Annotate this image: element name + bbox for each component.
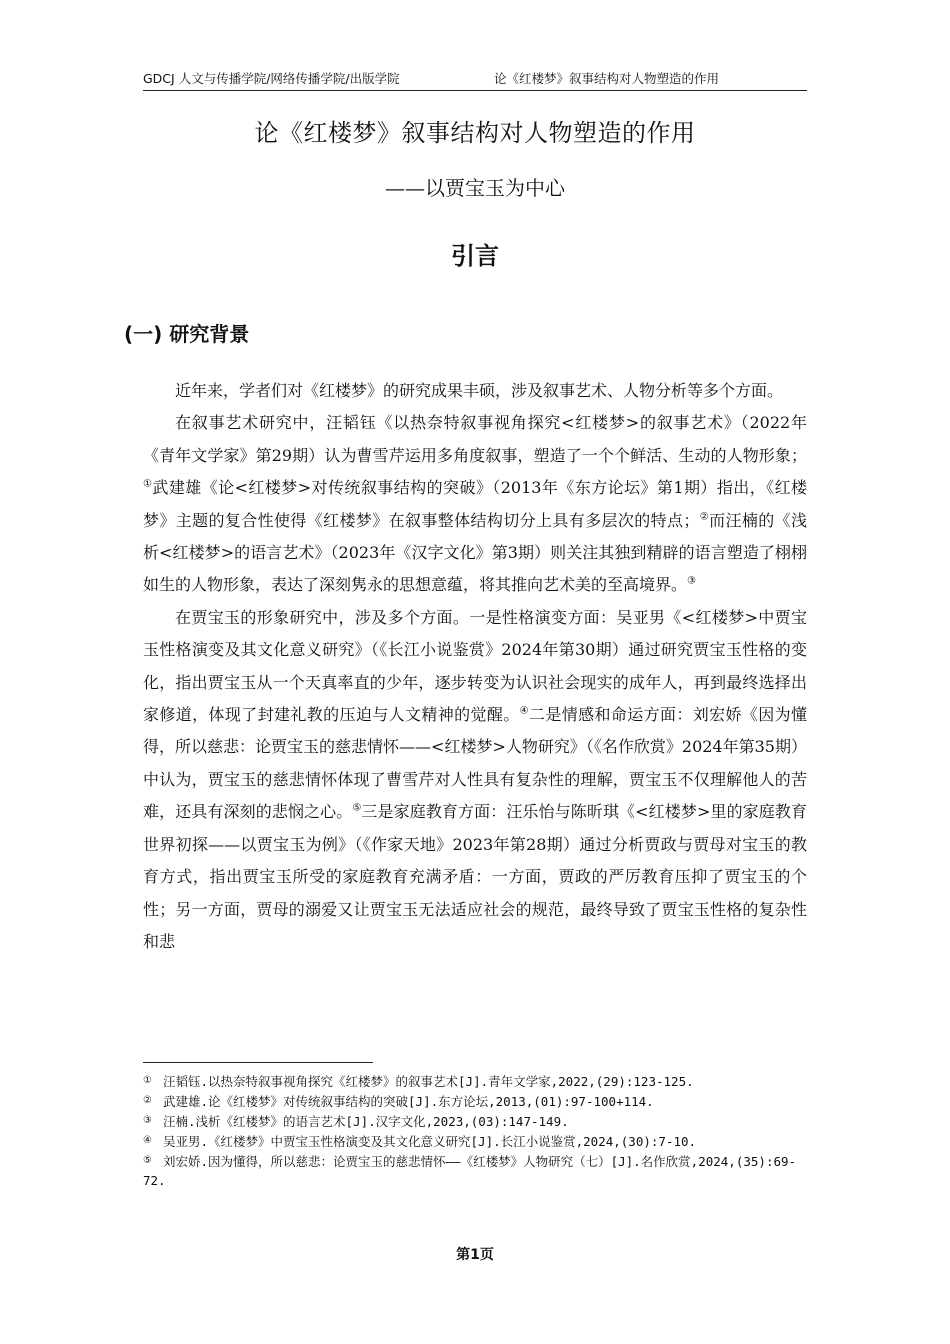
paragraph-text: 而汪楠的《浅析<红楼梦>的语言艺术》（2023年《汉字文化》第3期）则关注其独到精辟的语言塑造了栩栩如生的人物形象，表达了深刻隽永的思想意蕴，将其推向艺术美的至高境界。 (143, 510, 807, 595)
footnote-text: 吴亚男.《红楼梦》中贾宝玉性格演变及其文化意义研究[J].长江小说鉴赏,2024,(30):7-10. (163, 1134, 697, 1149)
body-text (143, 375, 807, 958)
footnote-ref: ④ (519, 705, 529, 717)
footnote-ref: ① (143, 478, 153, 490)
footnote-ref: ② (699, 511, 710, 523)
footnote-ref: ⑤ (352, 802, 362, 814)
footnote-mark: ④ (143, 1135, 152, 1146)
footnote-text: 汪韬钰.以热奈特叙事视角探究《红楼梦》的叙事艺术[J].青年文学家,2022,(29):123-125. (163, 1074, 694, 1089)
footnote (143, 1071, 807, 1091)
paper-title: 论《红楼梦》叙事结构对人物塑造的作用 (254, 119, 696, 147)
footnote (143, 1091, 807, 1111)
footnote-ref: ③ (687, 576, 696, 588)
footnote-mark: ③ (143, 1115, 152, 1126)
footnote (143, 1111, 807, 1131)
section-heading-introduction: 引言 (451, 242, 499, 270)
header-institution: GDCJ 人文与传播学院/网络传播学院/出版学院 (143, 71, 400, 86)
paper-subtitle: ——以贾宝玉为中心 (385, 176, 565, 200)
footnote-mark: ② (143, 1095, 152, 1106)
footnote (143, 1151, 807, 1190)
footnotes (143, 1071, 807, 1190)
footnote-mark: ① (143, 1075, 152, 1086)
running-header (143, 70, 807, 91)
paragraph-text: 在贾宝玉的形象研究中，涉及多个方面。一是性格演变方面：吴亚男《<红楼梦>中贾宝玉性格演变及其文化意义研究》（《长江小说鉴赏》2024年第30期）通过研究贾宝玉性格的变化，指出贾宝玉从一个天真率直的少年，逐步转变为认识社会现实的成年人，再到最终选择出家修道，体现了封建礼教的压迫与人文精神的觉醒。 (143, 607, 807, 725)
paragraph-text: 二是情感和命运方面：刘宏娇《因为懂得，所以慈悲：论贾宝玉的慈悲情怀——<红楼梦>人物研究》（《名作欣赏》2024年第35期）中认为，贾宝玉的慈悲情怀体现了曹雪芹对人性具有复杂性的理解，贾宝玉不仅理解他人的苦难，还具有深刻的悲悯之心。 (143, 705, 807, 822)
footnote (143, 1131, 807, 1151)
paragraph-text: 在叙事艺术研究中，汪韬钰《以热奈特叙事视角探究<红楼梦>的叙事艺术》（2022年《青年文学家》第29期）认为曹雪芹运用多角度叙事，塑造了一个个鲜活、生动的人物形象； (143, 413, 807, 465)
paragraph (143, 602, 807, 958)
subsection-heading-research-background: (一) 研究背景 (124, 322, 250, 346)
paragraph (143, 375, 807, 407)
footnote-mark: ⑤ (143, 1155, 152, 1166)
footnote-text: 刘宏娇.因为懂得，所以慈悲：论贾宝玉的慈悲情怀——《红楼梦》人物研究（七）[J].名作欣赏,2024,(35):69-72. (143, 1154, 797, 1188)
footnote-text: 汪楠.浅析《红楼梦》的语言艺术[J].汉字文化,2023,(03):147-149. (163, 1114, 569, 1129)
header-paper-title: 论《红楼梦》叙事结构对人物塑造的作用 (494, 71, 720, 86)
paragraph-text: 武建雄《论<红楼梦>对传统叙事结构的突破》（2013年《东方论坛》第1期）指出，《红楼梦》主题的复合性使得《红楼梦》在叙事整体结构切分上具有多层次的特点； (143, 478, 807, 530)
paragraph-text: 近年来，学者们对《红楼梦》的研究成果丰硕，涉及叙事艺术、人物分析等多个方面。 (175, 381, 784, 400)
paragraph-text: 三是家庭教育方面：汪乐怡与陈昕琪《<红楼梦>里的家庭教育世界初探——以贾宝玉为例》（《作家天地》2023年第28期）通过分析贾政与贾母对宝玉的教育方式，指出贾宝玉所受的家庭教育充满矛盾：一方面，贾政的严厉教育压抑了贾宝玉的个性；另一方面，贾母的溺爱又让贾宝玉无法适应社会的规范，最终导致了贾宝玉性格的复杂性和悲 (143, 802, 807, 951)
page-number: 第1页 (456, 1247, 494, 1263)
paragraph (143, 407, 807, 601)
footnote-text: 武建雄.论《红楼梦》对传统叙事结构的突破[J].东方论坛,2013,(01):97-100+114. (163, 1094, 654, 1109)
footnote-separator (143, 1062, 373, 1063)
